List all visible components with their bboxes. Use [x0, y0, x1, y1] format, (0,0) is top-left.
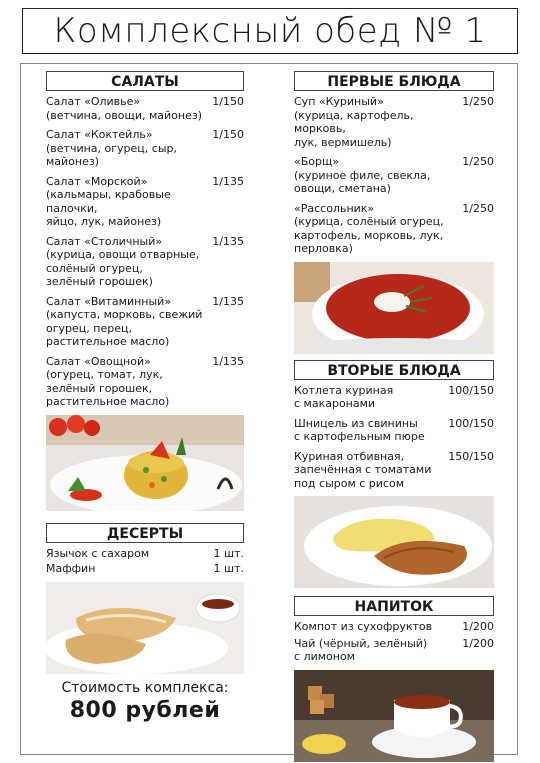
item-portion: 1/250 — [462, 155, 494, 168]
item-description: «Рассольник» (курица, солёный огурец, картофель, морковь, лук, перловка) — [294, 201, 444, 255]
item-description: Салат «Столичный» (курица, овощи отварные, солёный огурец, зелёный горошек) — [46, 234, 200, 288]
item-description: Шницель из свинины с картофельным пюре — [294, 416, 425, 443]
item-description: Салат «Коктейль» (ветчина, огурец, сыр, майонез) — [46, 128, 177, 168]
item-portion: 1/200 — [462, 620, 494, 633]
item-portion: 1/135 — [212, 234, 244, 248]
section-header-desserts: ДЕСЕРТЫ — [46, 523, 244, 543]
section-header-first-courses: ПЕРВЫЕ БЛЮДА — [294, 71, 494, 91]
menu-item — [46, 175, 244, 229]
item-portion: 100/150 — [448, 416, 494, 430]
item-description: Маффин — [46, 562, 96, 575]
menu-item — [46, 295, 244, 349]
menu-item — [46, 547, 244, 561]
item-description: Салат «Оливье» (ветчина, овощи, майонез) — [46, 95, 202, 122]
section-header-second-courses: ВТОРЫЕ БЛЮДА — [294, 360, 494, 380]
menu-item — [294, 620, 494, 634]
item-description: Котлета куриная с макаронами — [294, 383, 394, 410]
item-description: Салат «Морской» (кальмары, крабовые палочки, яйцо, лук, майонез) — [46, 174, 171, 228]
salads-list — [46, 95, 244, 409]
item-description: Суп «Куриный» (курица, картофель, морковь, лук, вермишель) — [294, 95, 414, 149]
item-description: Салат «Овощной» (огурец, томат, лук, зелёный горошек, растительное масло) — [46, 354, 170, 408]
item-portion: 1/135 — [212, 174, 244, 188]
item-portion: 100/150 — [448, 383, 494, 397]
tea-photo — [294, 670, 494, 762]
section-header-drinks: НАПИТОК — [294, 596, 494, 616]
item-portion: 1/150 — [212, 128, 244, 141]
menu-item — [46, 235, 244, 289]
item-portion: 1/150 — [212, 95, 244, 108]
item-description: Компот из сухофруктов — [294, 620, 433, 633]
menu-item — [294, 637, 494, 664]
item-portion: 1 шт. — [213, 546, 244, 560]
menu-item — [294, 95, 494, 149]
menu-item — [294, 417, 494, 444]
right-column — [294, 71, 494, 762]
schnitzel-photo — [294, 496, 494, 588]
menu-item — [294, 384, 494, 411]
item-description: Салат «Витаминный» (капуста, морковь, свежий огурец, перец, растительное масло) — [46, 294, 203, 348]
page-title: Комплексный обед № 1 — [22, 8, 518, 54]
item-portion: 1/135 — [212, 354, 244, 368]
item-description: «Борщ» (куриное филе, свекла, овощи, сметана) — [294, 155, 431, 195]
borscht-photo — [294, 262, 494, 354]
dessert-photo — [46, 582, 244, 674]
menu-item — [294, 450, 494, 491]
item-description: Куриная отбивная, запечённая с томатами под сыром с рисом — [294, 449, 432, 490]
item-portion: 1/250 — [462, 201, 494, 215]
item-portion: 1 шт. — [213, 562, 244, 575]
left-column — [46, 71, 244, 723]
item-description: Язычок с сахаром — [46, 546, 150, 560]
section-header-salads: САЛАТЫ — [46, 71, 244, 91]
item-portion: 150/150 — [448, 449, 494, 463]
price-label: Стоимость комплекса: — [61, 679, 229, 696]
salad-photo — [46, 415, 244, 511]
item-portion: 1/250 — [462, 95, 494, 108]
menu-item — [294, 155, 494, 196]
menu-item — [294, 202, 494, 256]
price-value: 800 рублей — [69, 697, 221, 723]
item-portion: 1/200 — [462, 636, 494, 650]
menu-item — [46, 128, 244, 169]
menu-item — [46, 355, 244, 409]
item-description: Чай (чёрный, зелёный) с лимоном — [294, 636, 428, 663]
item-portion: 1/135 — [212, 294, 244, 308]
menu-item — [46, 95, 244, 122]
menu-item — [46, 562, 244, 576]
